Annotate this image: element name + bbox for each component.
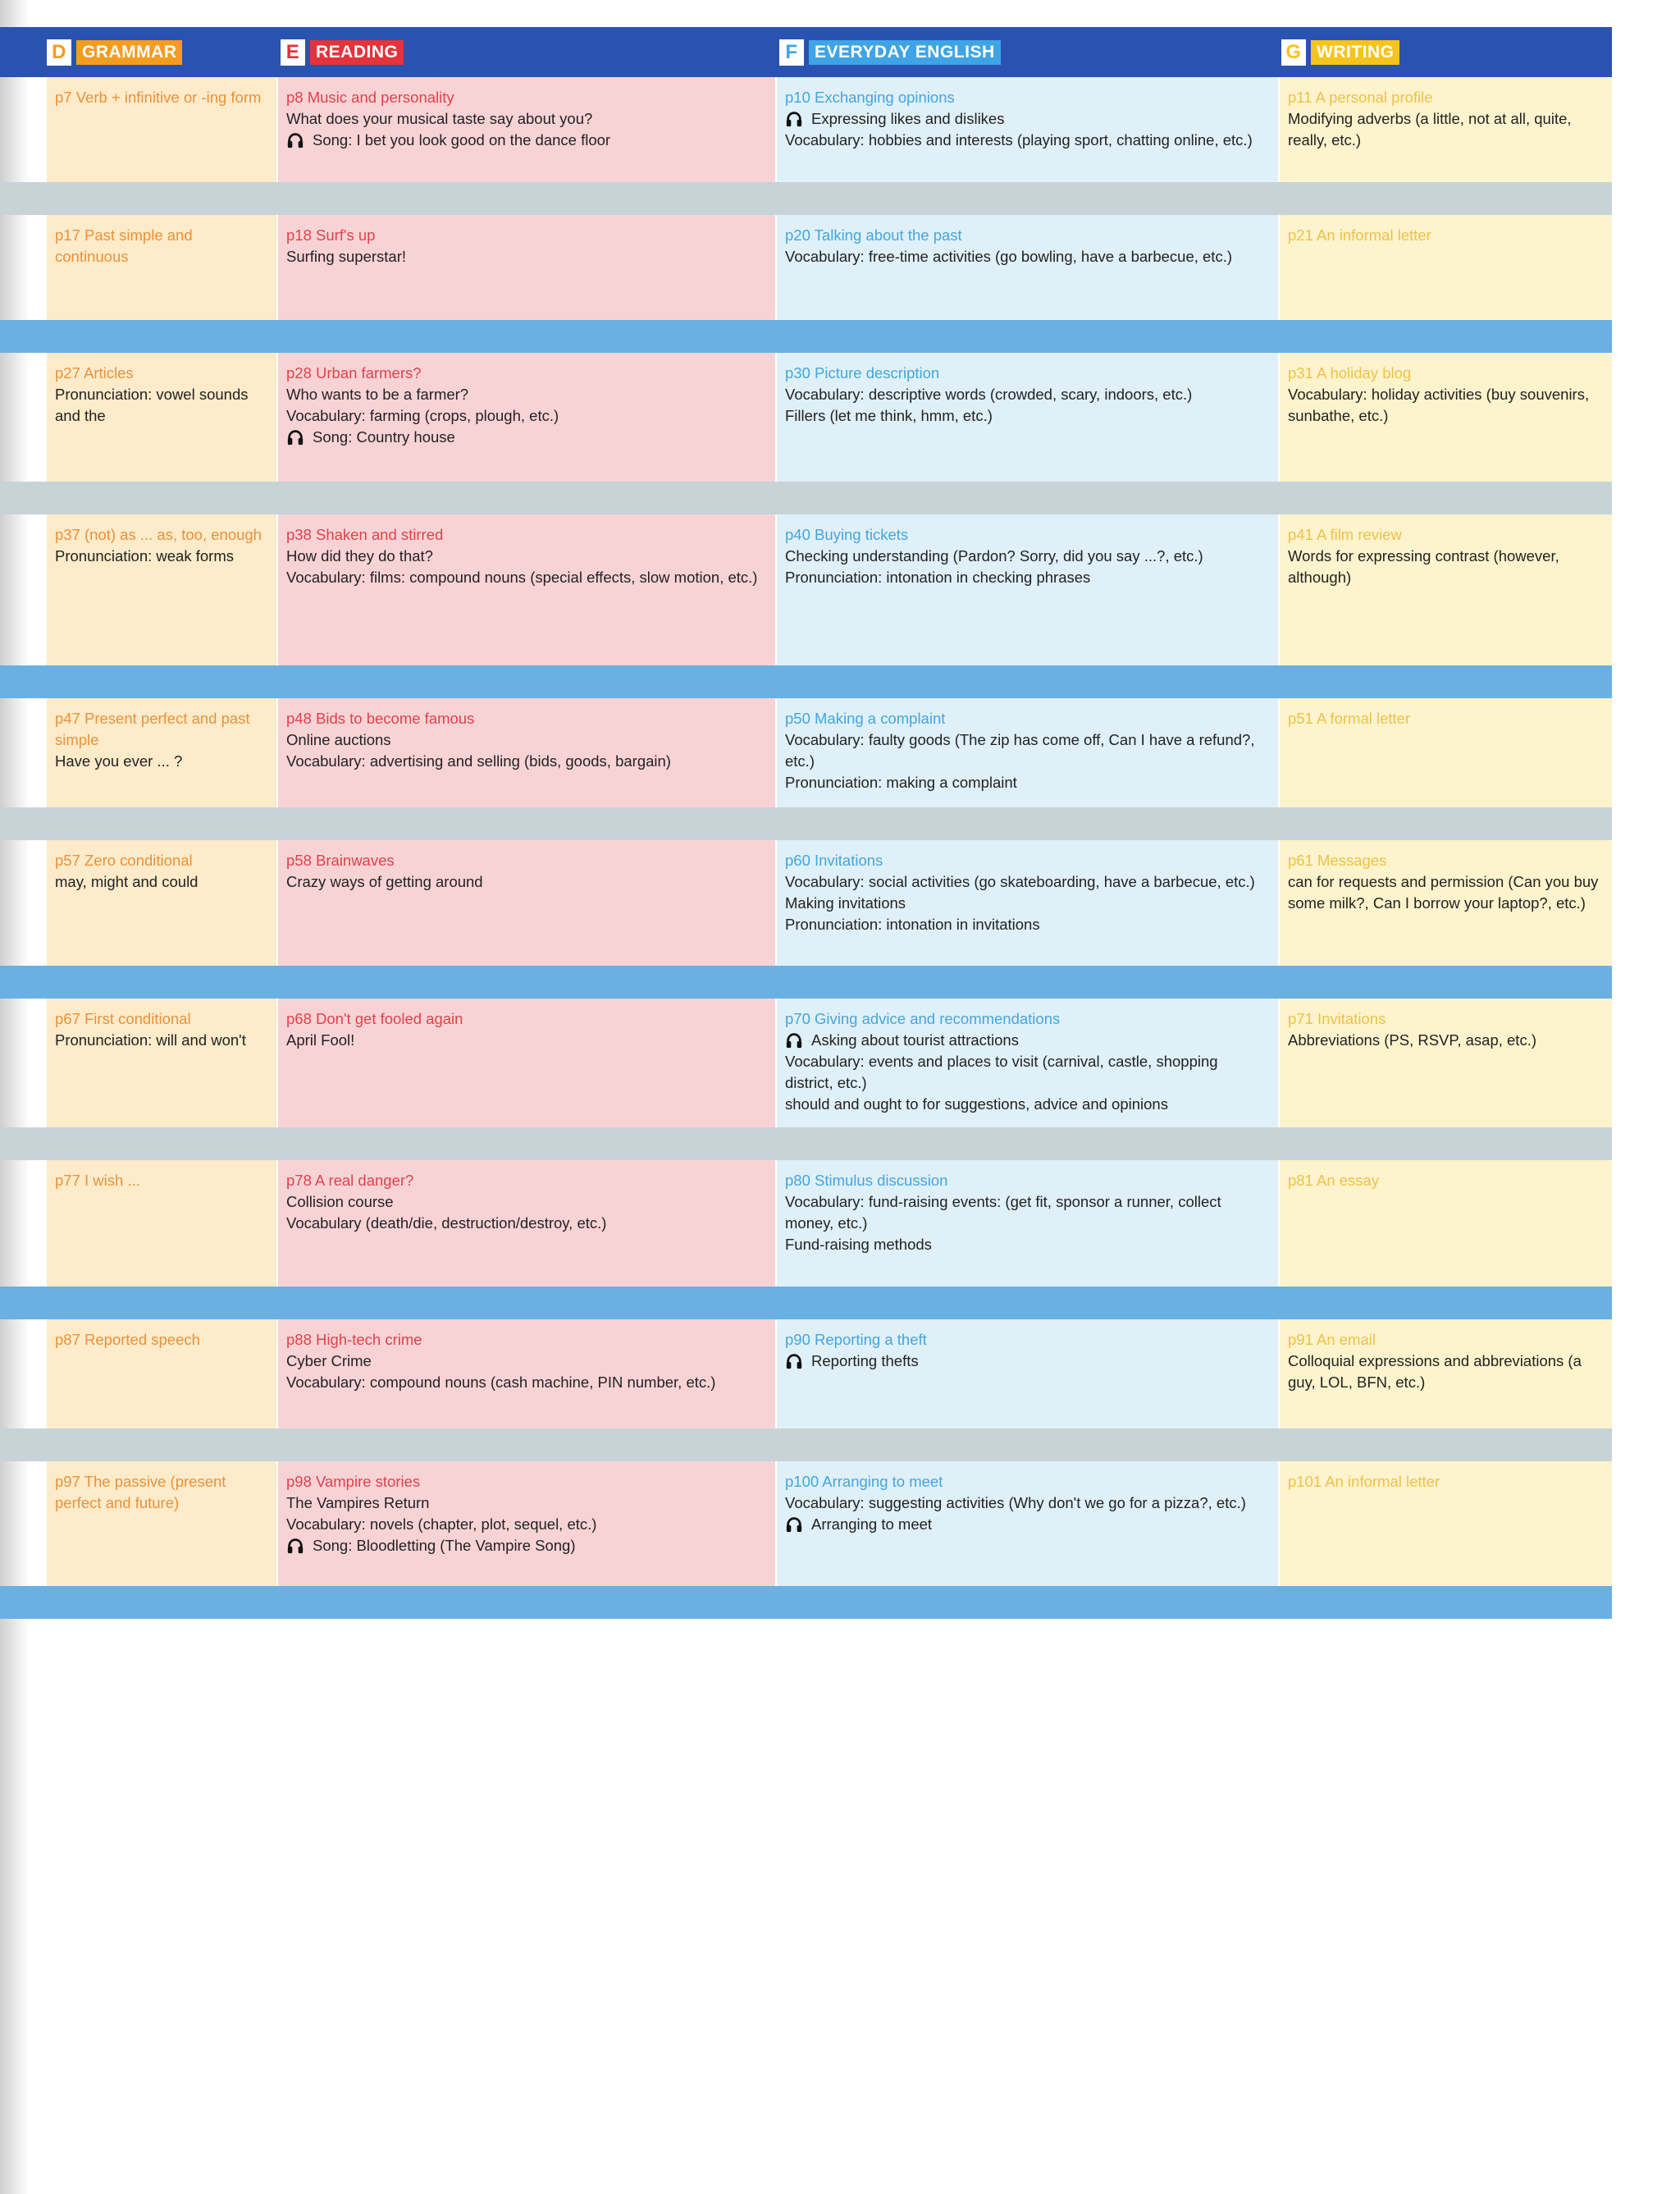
headphones-icon — [286, 131, 304, 149]
grammar-lesson-title: p57 Zero conditional — [55, 852, 193, 869]
everyday-english-cell — [777, 1319, 1278, 1428]
unit-separator-band — [0, 966, 1612, 999]
grammar-lesson-title: p77 I wish ... — [55, 1172, 140, 1189]
writing-lesson-title: p51 A formal letter — [1288, 710, 1411, 727]
grammar-lesson-title: p47 Present perfect and past simple — [55, 710, 250, 748]
song-label: Song: I bet you look good on the dance floor — [313, 131, 611, 149]
writing-cell — [1280, 1319, 1612, 1428]
grammar-cell — [47, 1160, 276, 1287]
unit-row — [0, 215, 1612, 320]
everyday-english-cell — [777, 77, 1278, 182]
writing-title: WRITING — [1311, 40, 1399, 65]
unit-row — [0, 698, 1612, 807]
writing-line: can for requests and permission (Can you buy some milk?, Can I borrow your laptop?, etc.) — [1288, 873, 1599, 912]
writing-line: Modifying adverbs (a little, not at all, quite, really, etc.) — [1288, 110, 1572, 149]
unit-separator-band — [0, 1586, 1612, 1619]
reading-lesson-title: p48 Bids to become famous — [286, 710, 475, 727]
everyday-english-line: Vocabulary: events and places to visit (carnival, castle, shopping district, etc.) — [785, 1053, 1218, 1091]
reading-lesson-title: p68 Don't get fooled again — [286, 1010, 463, 1027]
everyday-english-cell — [777, 999, 1278, 1127]
everyday-letter: F — [779, 39, 804, 66]
headphones-icon — [286, 1537, 304, 1555]
audio-activity-label: Reporting thefts — [811, 1352, 919, 1369]
everyday-english-lesson-title: p40 Buying tickets — [785, 526, 909, 543]
grammar-line: Pronunciation: weak forms — [55, 547, 234, 564]
everyday-english-lesson-title: p20 Talking about the past — [785, 226, 962, 244]
unit-row — [0, 999, 1612, 1127]
everyday-english-line: Vocabulary: fund-raising events: (get fit, sponsor a runner, collect money, etc.) — [785, 1193, 1221, 1232]
grammar-line: Pronunciation: will and won't — [55, 1031, 246, 1049]
column-header-bar — [0, 27, 1612, 77]
reading-lesson-title: p98 Vampire stories — [286, 1473, 421, 1490]
grammar-cell — [47, 77, 276, 182]
writing-lesson-title: p81 An essay — [1288, 1172, 1380, 1189]
headphones-icon — [785, 1031, 803, 1049]
audio-activity — [785, 1351, 1270, 1372]
reading-badge — [281, 39, 404, 66]
headphones-icon — [785, 110, 803, 128]
writing-cell — [1280, 514, 1612, 665]
writing-lesson-title: p101 An informal letter — [1288, 1473, 1440, 1490]
everyday-english-lesson-title: p30 Picture description — [785, 364, 940, 382]
writing-lesson-title: p11 A personal profile — [1288, 89, 1433, 106]
grammar-cell — [47, 514, 276, 665]
song-line — [286, 1535, 767, 1556]
everyday-title: EVERYDAY ENGLISH — [809, 40, 1001, 65]
everyday-english-cell — [777, 215, 1278, 320]
grammar-lesson-title: p27 Articles — [55, 364, 134, 382]
writing-lesson-title: p41 A film review — [1288, 526, 1402, 543]
grammar-lesson-title: p67 First conditional — [55, 1010, 191, 1027]
reading-cell — [278, 1160, 775, 1287]
everyday-english-cell — [777, 353, 1278, 482]
reading-lesson-title: p28 Urban farmers? — [286, 364, 422, 382]
reading-line: Vocabulary: farming (crops, plough, etc.) — [286, 407, 559, 424]
reading-line: Vocabulary: compound nouns (cash machine, PIN number, etc.) — [286, 1374, 716, 1391]
grammar-cell — [47, 215, 276, 320]
unit-separator-band — [0, 1287, 1612, 1319]
writing-cell — [1280, 215, 1612, 320]
reading-letter: E — [281, 39, 305, 66]
everyday-english-cell — [777, 698, 1278, 807]
header-everyday-english — [779, 27, 1001, 77]
grammar-title: GRAMMAR — [76, 40, 182, 65]
reading-line: What does your musical taste say about you? — [286, 110, 593, 127]
everyday-english-cell — [777, 840, 1278, 966]
unit-separator-band — [0, 665, 1612, 698]
unit-row — [0, 840, 1612, 966]
reading-line: Vocabulary: advertising and selling (bids, goods, bargain) — [286, 752, 671, 770]
writing-cell — [1280, 999, 1612, 1127]
everyday-english-line: should and ought to for suggestions, advice and opinions — [785, 1095, 1168, 1113]
writing-line: Words for expressing contrast (however, although) — [1288, 547, 1559, 586]
everyday-english-line: Fillers (let me think, hmm, etc.) — [785, 407, 993, 424]
reading-cell — [278, 1461, 775, 1586]
audio-activity-label: Expressing likes and dislikes — [811, 110, 1005, 127]
audio-activity — [785, 108, 1270, 130]
grammar-lesson-title: p7 Verb + infinitive or -ing form — [55, 89, 262, 106]
grammar-line: Pronunciation: vowel sounds and the — [55, 386, 249, 424]
reading-line: Collision course — [286, 1193, 394, 1210]
reading-cell — [278, 840, 775, 966]
headphones-icon — [286, 428, 304, 446]
unit-separator-band — [0, 1428, 1612, 1461]
unit-separator-band — [0, 1127, 1612, 1160]
writing-lesson-title: p91 An email — [1288, 1331, 1376, 1348]
reading-title: READING — [310, 40, 404, 65]
reading-cell — [278, 353, 775, 482]
writing-cell — [1280, 840, 1612, 966]
reading-lesson-title: p38 Shaken and stirred — [286, 526, 444, 543]
reading-line: Vocabulary (death/die, destruction/destroy, etc.) — [286, 1214, 607, 1232]
song-line — [286, 130, 767, 151]
grammar-cell — [47, 698, 276, 807]
reading-lesson-title: p88 High-tech crime — [286, 1331, 422, 1348]
reading-cell — [278, 698, 775, 807]
writing-lesson-title: p61 Messages — [1288, 852, 1387, 869]
reading-lesson-title: p18 Surf's up — [286, 226, 376, 244]
grammar-lesson-title: p17 Past simple and continuous — [55, 226, 193, 265]
song-label: Song: Country house — [313, 428, 455, 446]
everyday-english-line: Pronunciation: making a complaint — [785, 774, 1017, 791]
audio-activity-label: Arranging to meet — [811, 1515, 933, 1533]
grammar-cell — [47, 840, 276, 966]
audio-activity — [785, 1030, 1270, 1051]
writing-lesson-title: p31 A holiday blog — [1288, 364, 1412, 382]
grammar-cell — [47, 1461, 276, 1586]
everyday-english-line: Making invitations — [785, 894, 906, 912]
reading-line: Cyber Crime — [286, 1352, 372, 1369]
reading-line: Online auctions — [286, 731, 391, 748]
unit-row — [0, 77, 1612, 182]
grammar-line: Have you ever ... ? — [55, 752, 183, 770]
song-line — [286, 427, 767, 448]
song-label: Song: Bloodletting (The Vampire Song) — [313, 1537, 576, 1554]
everyday-english-lesson-title: p90 Reporting a theft — [785, 1331, 927, 1348]
everyday-english-line: Pronunciation: intonation in invitations — [785, 916, 1040, 933]
writing-line: Vocabulary: holiday activities (buy souvenirs, sunbathe, etc.) — [1288, 386, 1590, 424]
grammar-line: may, might and could — [55, 873, 199, 890]
headphones-icon — [785, 1352, 803, 1370]
writing-lesson-title: p21 An informal letter — [1288, 226, 1431, 244]
reading-cell — [278, 215, 775, 320]
everyday-english-line: Vocabulary: faulty goods (The zip has come off, Can I have a refund?, etc.) — [785, 731, 1255, 770]
reading-cell — [278, 1319, 775, 1428]
unit-row — [0, 514, 1612, 665]
writing-line: Colloquial expressions and abbreviations (a guy, LOL, BFN, etc.) — [1288, 1352, 1582, 1391]
unit-row — [0, 353, 1612, 482]
reading-line: Who wants to be a farmer? — [286, 386, 469, 403]
reading-cell — [278, 77, 775, 182]
writing-cell — [1280, 353, 1612, 482]
unit-row — [0, 1160, 1612, 1287]
reading-line: The Vampires Return — [286, 1494, 430, 1511]
reading-line: How did they do that? — [286, 547, 433, 564]
reading-cell — [278, 514, 775, 665]
writing-cell — [1280, 698, 1612, 807]
header-reading — [281, 27, 404, 77]
reading-line: Vocabulary: films: compound nouns (special effects, slow motion, etc.) — [286, 569, 758, 586]
grammar-lesson-title: p97 The passive (present perfect and future) — [55, 1473, 226, 1511]
grammar-cell — [47, 999, 276, 1127]
reading-line: April Fool! — [286, 1031, 355, 1049]
everyday-english-lesson-title: p50 Making a complaint — [785, 710, 946, 727]
headphones-icon — [785, 1515, 803, 1534]
writing-cell — [1280, 1461, 1612, 1586]
header-writing — [1281, 27, 1399, 77]
unit-separator-band — [0, 182, 1612, 215]
grammar-lesson-title: p87 Reported speech — [55, 1331, 200, 1348]
everyday-english-cell — [777, 1461, 1278, 1586]
everyday-english-lesson-title: p100 Arranging to meet — [785, 1473, 943, 1490]
reading-line: Crazy ways of getting around — [286, 873, 483, 890]
reading-line: Surfing superstar! — [286, 248, 407, 265]
everyday-english-line: Vocabulary: hobbies and interests (playing sport, chatting online, etc.) — [785, 131, 1253, 149]
everyday-english-line: Pronunciation: intonation in checking phrases — [785, 569, 1091, 586]
everyday-english-line: Checking understanding (Pardon? Sorry, did you say ...?, etc.) — [785, 547, 1203, 564]
unit-row — [0, 1319, 1612, 1428]
reading-line: Vocabulary: novels (chapter, plot, sequel, etc.) — [286, 1515, 597, 1533]
writing-badge — [1281, 39, 1399, 66]
everyday-english-cell — [777, 514, 1278, 665]
unit-separator-band — [0, 482, 1612, 514]
reading-cell — [278, 999, 775, 1127]
grammar-badge — [47, 39, 182, 66]
audio-activity-label: Asking about tourist attractions — [811, 1031, 1019, 1049]
writing-cell — [1280, 1160, 1612, 1287]
everyday-english-lesson-title: p80 Stimulus discussion — [785, 1172, 948, 1189]
unit-separator-band — [0, 807, 1612, 840]
grammar-cell — [47, 353, 276, 482]
everyday-english-line: Vocabulary: suggesting activities (Why don't we go for a pizza?, etc.) — [785, 1494, 1246, 1511]
reading-lesson-title: p8 Music and personality — [286, 89, 454, 106]
everyday-badge — [779, 39, 1001, 66]
writing-cell — [1280, 77, 1612, 182]
everyday-english-line: Vocabulary: free-time activities (go bowling, have a barbecue, etc.) — [785, 248, 1233, 265]
writing-lesson-title: p71 Invitations — [1288, 1010, 1386, 1027]
grammar-letter: D — [47, 39, 71, 66]
writing-letter: G — [1281, 39, 1306, 66]
writing-line: Abbreviations (PS, RSVP, asap, etc.) — [1288, 1031, 1537, 1049]
header-grammar — [47, 27, 182, 77]
grammar-lesson-title: p37 (not) as ... as, too, enough — [55, 526, 262, 543]
audio-activity — [785, 1514, 1270, 1535]
unit-row — [0, 1461, 1612, 1586]
everyday-english-line: Vocabulary: social activities (go skateboarding, have a barbecue, etc.) — [785, 873, 1255, 890]
everyday-english-lesson-title: p10 Exchanging opinions — [785, 89, 955, 106]
everyday-english-lesson-title: p60 Invitations — [785, 852, 883, 869]
reading-lesson-title: p78 A real danger? — [286, 1172, 414, 1189]
everyday-english-line: Fund-raising methods — [785, 1236, 932, 1253]
reading-lesson-title: p58 Brainwaves — [286, 852, 395, 869]
everyday-english-line: Vocabulary: descriptive words (crowded, scary, indoors, etc.) — [785, 386, 1193, 403]
unit-separator-band — [0, 320, 1612, 353]
everyday-english-cell — [777, 1160, 1278, 1287]
grammar-cell — [47, 1319, 276, 1428]
everyday-english-lesson-title: p70 Giving advice and recommendations — [785, 1010, 1061, 1027]
